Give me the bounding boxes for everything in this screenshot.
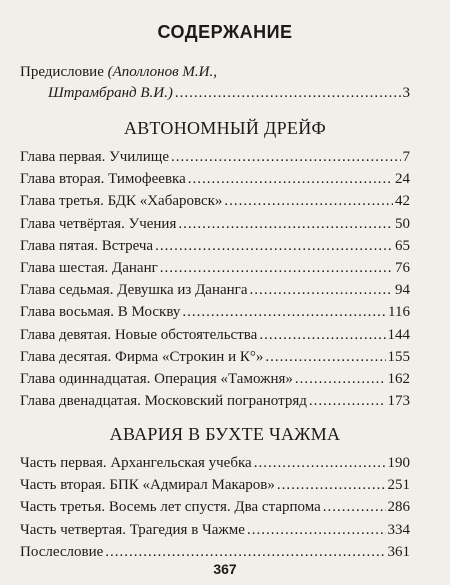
toc-entry [20, 280, 410, 300]
page-number: 367 [213, 561, 237, 577]
leader-dots [247, 520, 386, 540]
page-title: СОДЕРЖАНИЕ [157, 22, 293, 42]
leader-dots [171, 147, 400, 167]
toc-entry-page: 7 [402, 149, 410, 165]
leader-dots [182, 302, 386, 322]
toc-entry-page: 42 [395, 193, 410, 210]
leader-dots [254, 453, 386, 473]
toc-entry [20, 497, 410, 517]
toc-entry-page: 65 [395, 237, 410, 254]
toc-entry-label: Часть вторая. БПК «Адмирал Макаров» [20, 477, 275, 494]
preface-line-1 [20, 62, 217, 82]
part1-title: АВТОНОМНЫЙ ДРЕЙФ [123, 118, 327, 138]
leader-dots [188, 169, 393, 189]
toc-entry [20, 542, 410, 562]
part2-title: АВАРИЯ В БУХТЕ ЧАЖМА [109, 424, 341, 444]
toc-entry-label: Глава пятая. Встреча [20, 237, 154, 254]
toc-entry-label: Послесловие [20, 543, 104, 560]
toc-entry-page: 251 [387, 477, 410, 494]
toc-entry [20, 347, 410, 367]
leader-dots [295, 369, 386, 389]
toc-entry [20, 302, 410, 322]
toc-entry-label: Часть четвертая. Трагедия в Чажме [20, 521, 245, 538]
toc-entry-page: 155 [387, 348, 410, 365]
toc-entry-page: 50 [395, 215, 410, 232]
toc-entry-page: 361 [387, 543, 410, 560]
leader-dots [323, 497, 386, 517]
toc-entry-label: Глава седьмая. Девушка из Дананга [20, 282, 248, 299]
toc-entry [20, 191, 410, 211]
toc-entry-label: Часть первая. Архангельская учебка [20, 455, 252, 471]
preface-line-2 [48, 83, 410, 103]
toc-entry-label: Глава третья. БДК «Хабаровск» [20, 193, 223, 210]
toc-entry-label: Глава двенадцатая. Московский погранотряд [20, 393, 307, 410]
toc-entry [20, 214, 410, 234]
leader-dots [249, 280, 393, 300]
preface-authors-1: (Аполлонов М.И., [107, 64, 217, 80]
toc-entry-label: Глава одиннадцатая. Операция «Таможня» [20, 371, 293, 387]
leader-dots [265, 347, 385, 367]
toc-entry-page: 116 [388, 304, 410, 321]
preface-authors-2: Штрамбранд В.И.) [48, 85, 173, 101]
toc-entry [20, 475, 410, 495]
toc-entry-page: 144 [387, 326, 410, 343]
leader-dots [259, 325, 385, 345]
toc-entry-page: 24 [395, 171, 410, 188]
toc-entry-label: Глава первая. Училище [20, 149, 170, 165]
toc-entry [20, 169, 410, 189]
preface-page: 3 [402, 85, 410, 101]
toc-entry-page: 334 [387, 521, 410, 538]
toc-entry [20, 520, 410, 540]
toc-entry-label: Глава десятая. Фирма «Строкин и К°» [20, 348, 264, 365]
toc-entry-label: Глава вторая. Тимофеевка [20, 171, 186, 188]
toc-entry-label: Глава шестая. Дананг [20, 260, 158, 276]
toc-entry-label: Глава восьмая. В Москву [20, 304, 181, 321]
leader-dots [309, 391, 386, 411]
toc-entry-page: 286 [387, 499, 410, 516]
leader-dots [160, 258, 393, 278]
toc-entry [20, 147, 410, 167]
toc-entry-page: 162 [387, 371, 410, 387]
leader-dots [175, 83, 401, 103]
toc-entry [20, 258, 410, 278]
toc-entry [20, 453, 410, 473]
leader-dots [178, 214, 393, 234]
toc-entry [20, 325, 410, 345]
leader-dots [105, 542, 385, 562]
toc-entry [20, 369, 410, 389]
toc-entry-label: Глава четвёртая. Учения [20, 215, 177, 232]
leader-dots [277, 475, 386, 495]
toc-entry-label: Часть третья. Восемь лет спустя. Два старпома [20, 499, 321, 516]
preface-label: Предисловие [20, 64, 104, 80]
toc-entry [20, 236, 410, 256]
leader-dots [155, 236, 393, 256]
toc-entry-page: 173 [387, 393, 410, 410]
toc-entry-page: 76 [395, 260, 410, 276]
toc-entry-label: Глава девятая. Новые обстоятельства [20, 326, 258, 343]
leader-dots [224, 191, 393, 211]
toc-entry-page: 94 [395, 282, 410, 299]
toc-entry-page: 190 [387, 455, 410, 471]
toc-entry [20, 391, 410, 411]
